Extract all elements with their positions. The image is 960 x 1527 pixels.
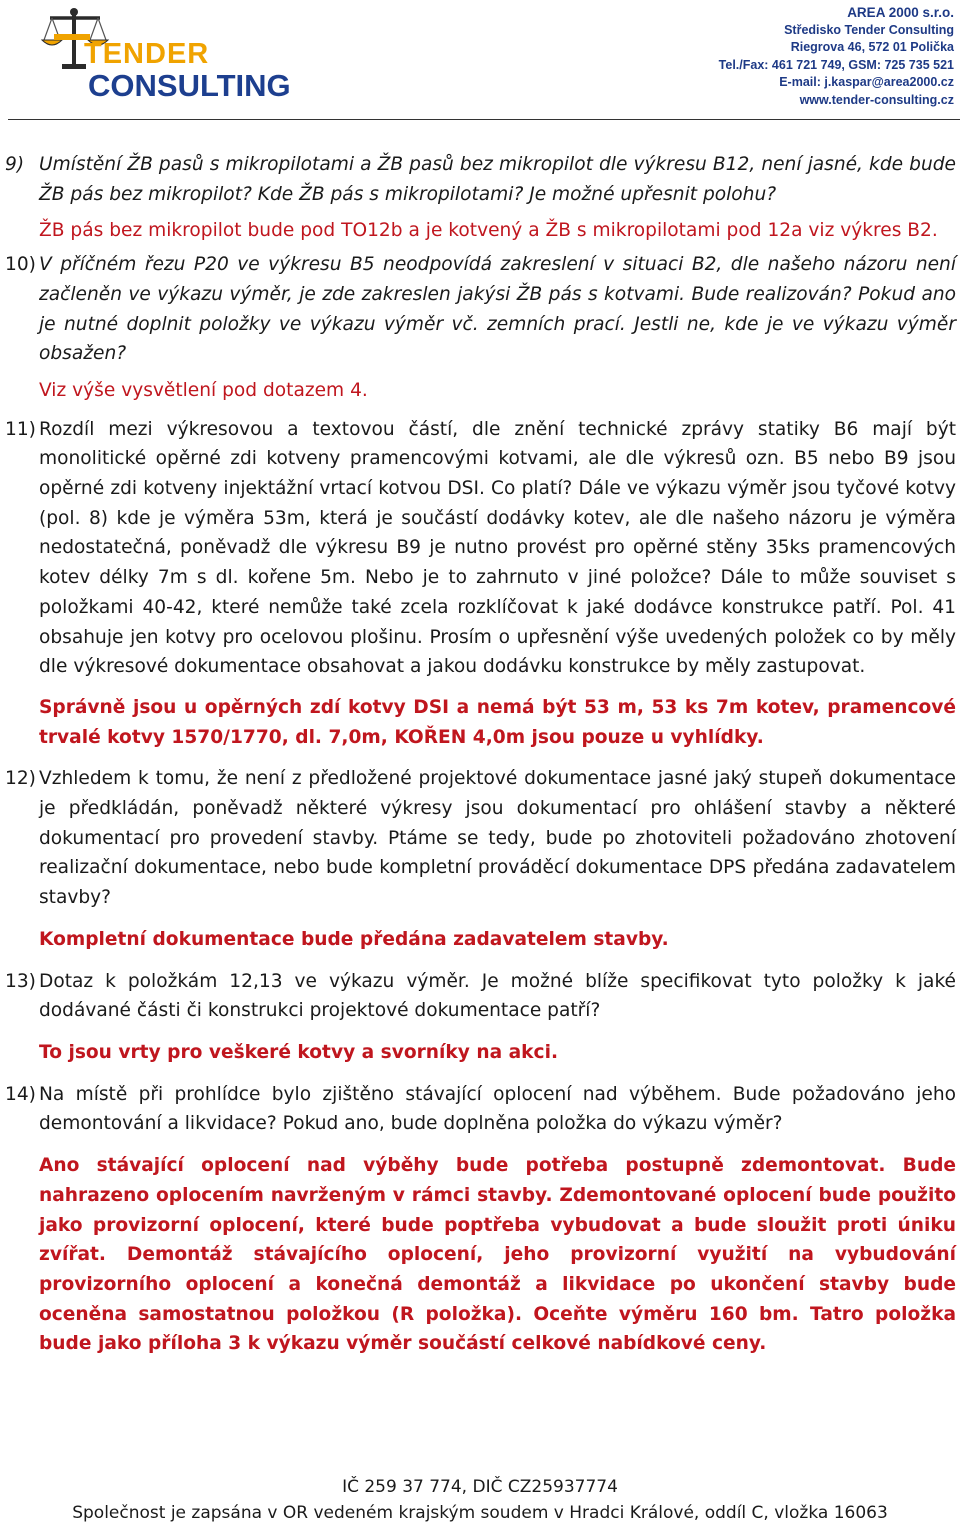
logo-text-tender: TENDER (84, 38, 210, 70)
item-number: 10) (5, 254, 36, 276)
phone-fax: Tel./Fax: 461 721 749, GSM: 725 735 521 (718, 57, 954, 72)
qa-item-12 (0, 764, 960, 954)
question-text: Vzhledem k tomu, že není z předložené projektové dokumentace jasné jaký stupeň dokumentace je předkládán, poněvadž některé výkresy jsou dokumentací pro ohlášení stavby a některé dokumentací pro provedení stavby. Ptáme se tedy, bude po zhotoviteli požadováno zhotovení realizační dokumentace, nebo bude kompletní prováděcí dokumentace DPS předána zadavatelem stavby? (39, 768, 956, 909)
answer-text: Viz výše vysvětlení pod dotazem 4. (39, 379, 368, 401)
answer-text: To jsou vrty pro veškeré kotvy a svorníky na akci. (39, 1041, 559, 1063)
letterhead (0, 0, 960, 120)
answer-text: ŽB pás bez mikropilot bude pod TO12b a je kotvený a ŽB s mikropilotami pod 12a viz výkres B2. (39, 220, 938, 242)
item-number: 11) (5, 418, 36, 440)
qa-list (0, 150, 960, 1359)
department-name: Středisko Tender Consulting (784, 22, 954, 37)
contact-block (719, 4, 954, 109)
item-number: 13) (5, 970, 36, 992)
item-number: 9) (5, 154, 25, 175)
header-divider (8, 119, 960, 120)
address: Riegrova 46, 572 01 Polička (790, 40, 954, 54)
company-name: AREA 2000 s.r.o. (847, 5, 954, 20)
qa-item-9 (0, 150, 960, 246)
question-text: Rozdíl mezi výkresovou a textovou částí, dle znění technické zprávy statiky B6 mají být monolitické opěrné zdi kotveny pramencovými kotvami, ale dle výkresů ozn. B5 nebo B9 jsou opěrné zdi kotveny injektážní vrtací kotvou DSI. Co platí? Dále ve výkazu výměr jsou tyčové kotvy (pol. 8) kde je výměra 53m, která je součástí dodávky kotev, ale dle našeho názoru je výměra nedostatečná, poněvadž dle výkresu B9 je nutno provést pro opěrné stěny 35ks pramencových kotev délky 7m s dl. kořene 5m. Nebo je to zahrnuto v jiné položce? Dále to může souviset s položkami 40-42, které nemůže také zcela rozklíčovat k jaké dodávce konstrukce patří. Pol. 41 obsahuje jen kotvy pro ocelovou plošinu. Prosím o upřesnění výše uvedených položek co by měly dle výkresové dokumentace obsahovat a jakou dodávku konstrukce by měly zastupovat. (39, 418, 956, 678)
website-link[interactable]: www.tender-consulting.cz (799, 92, 954, 107)
question-text: Na místě při prohlídce bylo zjištěno stávající oplocení nad výběhem. Bude požadováno jeho demontování a likvidace? Pokud ano, bude doplněna položka do výkazu výměr? (39, 1083, 956, 1135)
answer-text: Kompletní dokumentace bude předána zadavatelem stavby. (39, 928, 669, 950)
question-text: Dotaz k položkám 12,13 ve výkazu výměr. Je možné blíže specifikovat tyto položky k jaké dodávané části či konstrukci projektové dokumentace patří? (39, 970, 956, 1022)
question-text: Umístění ŽB pasů s mikropilotami a ŽB pasů bez mikropilot dle výkresu B12, není jasné, kde bude ŽB pás bez mikropilot? Kde ŽB pás s mikropilotami? Je možné upřesnit polohu? (39, 154, 956, 205)
question-text: V příčném řezu P20 ve výkresu B5 neodpovídá zakreslení v situaci B2, dle našeho názoru není začleněn ve výkazu výměr, je zde zakreslen jakýsi ŽB pás s kotvami. Bude realizován? Pokud ano je nutné doplnit položky ve výkazu výměr vč. zemních prací. Jestli ne, kde je ve výkazu výměr obsažen? (39, 254, 956, 365)
logo-text-consulting: CONSULTING (88, 68, 291, 103)
footer-ids: IČ 259 37 774, DIČ CZ25937774 (342, 1477, 618, 1497)
qa-item-14 (0, 1080, 960, 1359)
answer-text: Správně jsou u opěrných zdí kotvy DSI a nemá být 53 m, 53 ks 7m kotev, pramencové trvalé kotvy 1570/1770, dl. 7,0m, KOŘEN 4,0m jsou pouze u vyhlídky. (39, 696, 956, 748)
company-logo (40, 4, 300, 104)
item-number: 12) (5, 768, 36, 790)
footer-registration: Společnost je zapsána v OR vedeném krajským soudem v Hradci Králové, oddíl C, vložka 16063 (72, 1503, 888, 1523)
email[interactable]: E-mail: j.kaspar@area2000.cz (779, 75, 954, 89)
answer-text: Ano stávající oplocení nad výběhy bude potřeba postupně zdemontovat. Bude nahrazeno oplocením navrženým v rámci stavby. Zdemontované oplocení bude použito jako provizorní oplocení, které bude poptřeba vybudovat a bude sloužit proti úniku zvířat. Demontáž stávajícího oplocení, jeho provizorní využití na vybudování provizorního oplocení a konečná demontáž a likvidace po ukončení stavby bude oceněna samostatnou položkou (R položka). Oceňte výměru 160 bm. Tatro položka bude jako příloha 3 k výkazu výměr součástí celkové nabídkové ceny. (39, 1155, 956, 1355)
item-number: 14) (5, 1083, 36, 1105)
qa-item-11 (0, 415, 960, 753)
qa-item-13 (0, 967, 960, 1068)
qa-item-10 (0, 250, 960, 406)
